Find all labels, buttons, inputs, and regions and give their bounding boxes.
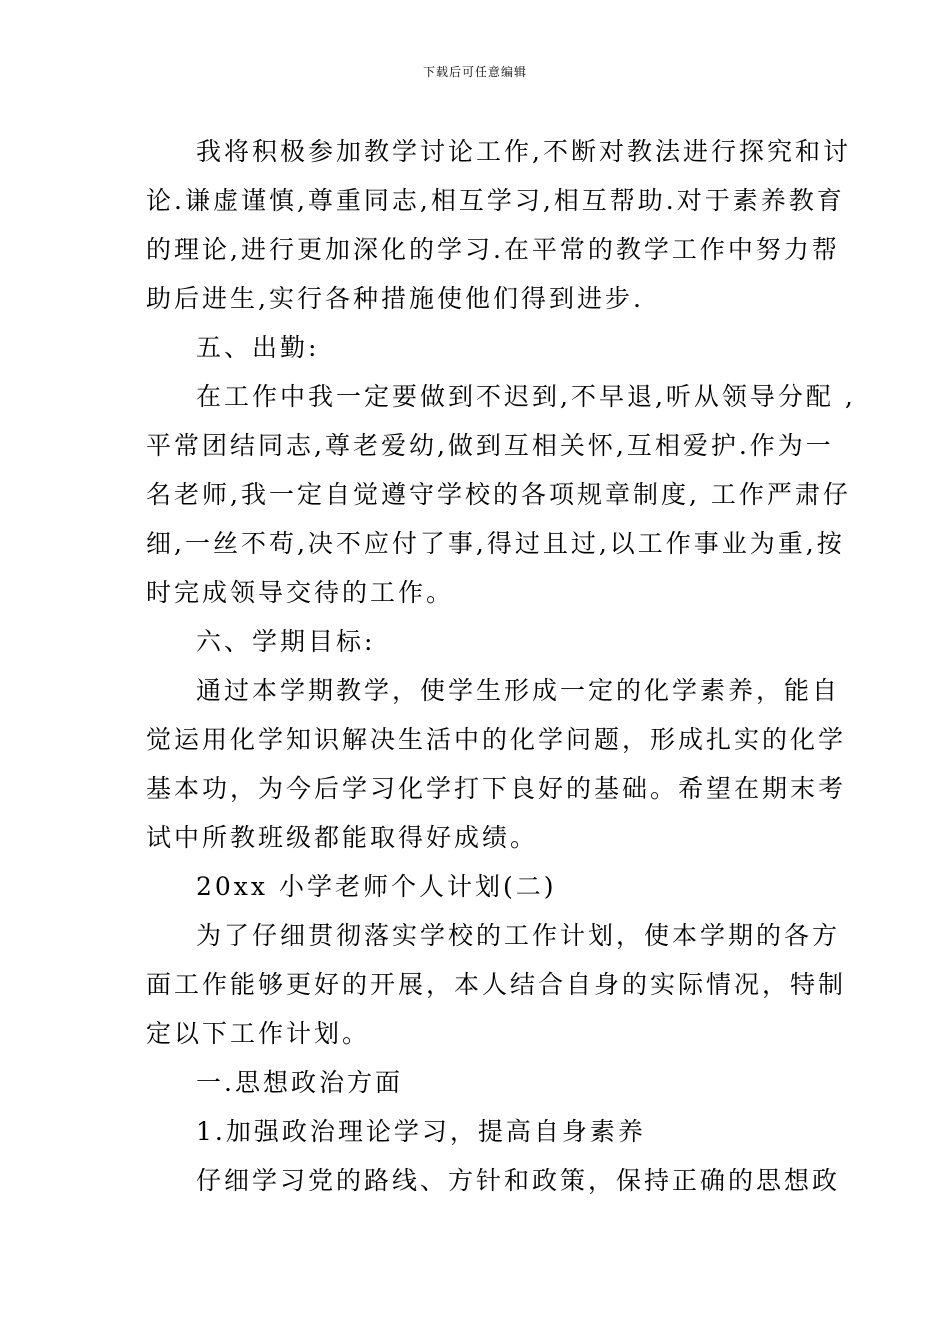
text-line: 通过本学期教学，使学生形成一定的化学素养，能自 (196, 676, 841, 705)
text-line: 仔细学习党的路线、方针和政策，保持正确的思想政 (196, 1166, 841, 1195)
text-line: 定以下工作计划。 (146, 1019, 371, 1048)
text-line: 面工作能够更好的开展，本人结合自身的实际情况，特制 (146, 970, 847, 999)
text-line: 的理论,进行更加深化的学习.在平常的教学工作中努力帮 (146, 235, 840, 264)
text-line: 论.谦虚谨慎,尊重同志,相互学习,相互帮助.对于素养教育 (146, 186, 845, 215)
document-title: 20xx 小学老师个人计划(二) (196, 872, 557, 901)
text-line: 名老师,我一定自觉遵守学校的各项规章制度, 工作严肃仔 (146, 480, 851, 509)
text-line: 试中所教班级都能取得好成绩。 (146, 823, 539, 852)
section-heading: 五、出勤: (196, 333, 320, 362)
subsection-heading: 1.加强政治理论学习，提高自身素养 (196, 1117, 646, 1146)
text-line: 我将积极参加教学讨论工作,不断对教法进行探究和讨 (196, 137, 851, 166)
section-heading: 六、学期目标: (196, 627, 376, 656)
document-body (146, 127, 856, 1205)
text-line: 时完成领导交待的工作。 (146, 578, 455, 607)
text-line: 助后进生,实行各种措施使他们得到进步. (146, 284, 644, 313)
text-line: 在工作中我一定要做到不迟到,不早退,听从领导分配 , (196, 382, 856, 411)
text-line: 为了仔细贯彻落实学校的工作计划，使本学期的各方 (196, 921, 841, 950)
section-heading: 一.思想政治方面 (196, 1068, 403, 1097)
text-line: 细,一丝不苟,决不应付了事,得过且过,以工作事业为重,按 (146, 529, 845, 558)
text-line: 基本功，为今后学习化学打下良好的基础。希望在期末考 (146, 774, 847, 803)
download-note: 下载后可任意编辑 (422, 65, 527, 79)
text-line: 平常团结同志,尊老爱幼,做到互相关怀,互相爱护.作为一 (146, 431, 834, 460)
text-line: 觉运用化学知识解决生活中的化学问题，形成扎实的化学 (146, 725, 847, 754)
